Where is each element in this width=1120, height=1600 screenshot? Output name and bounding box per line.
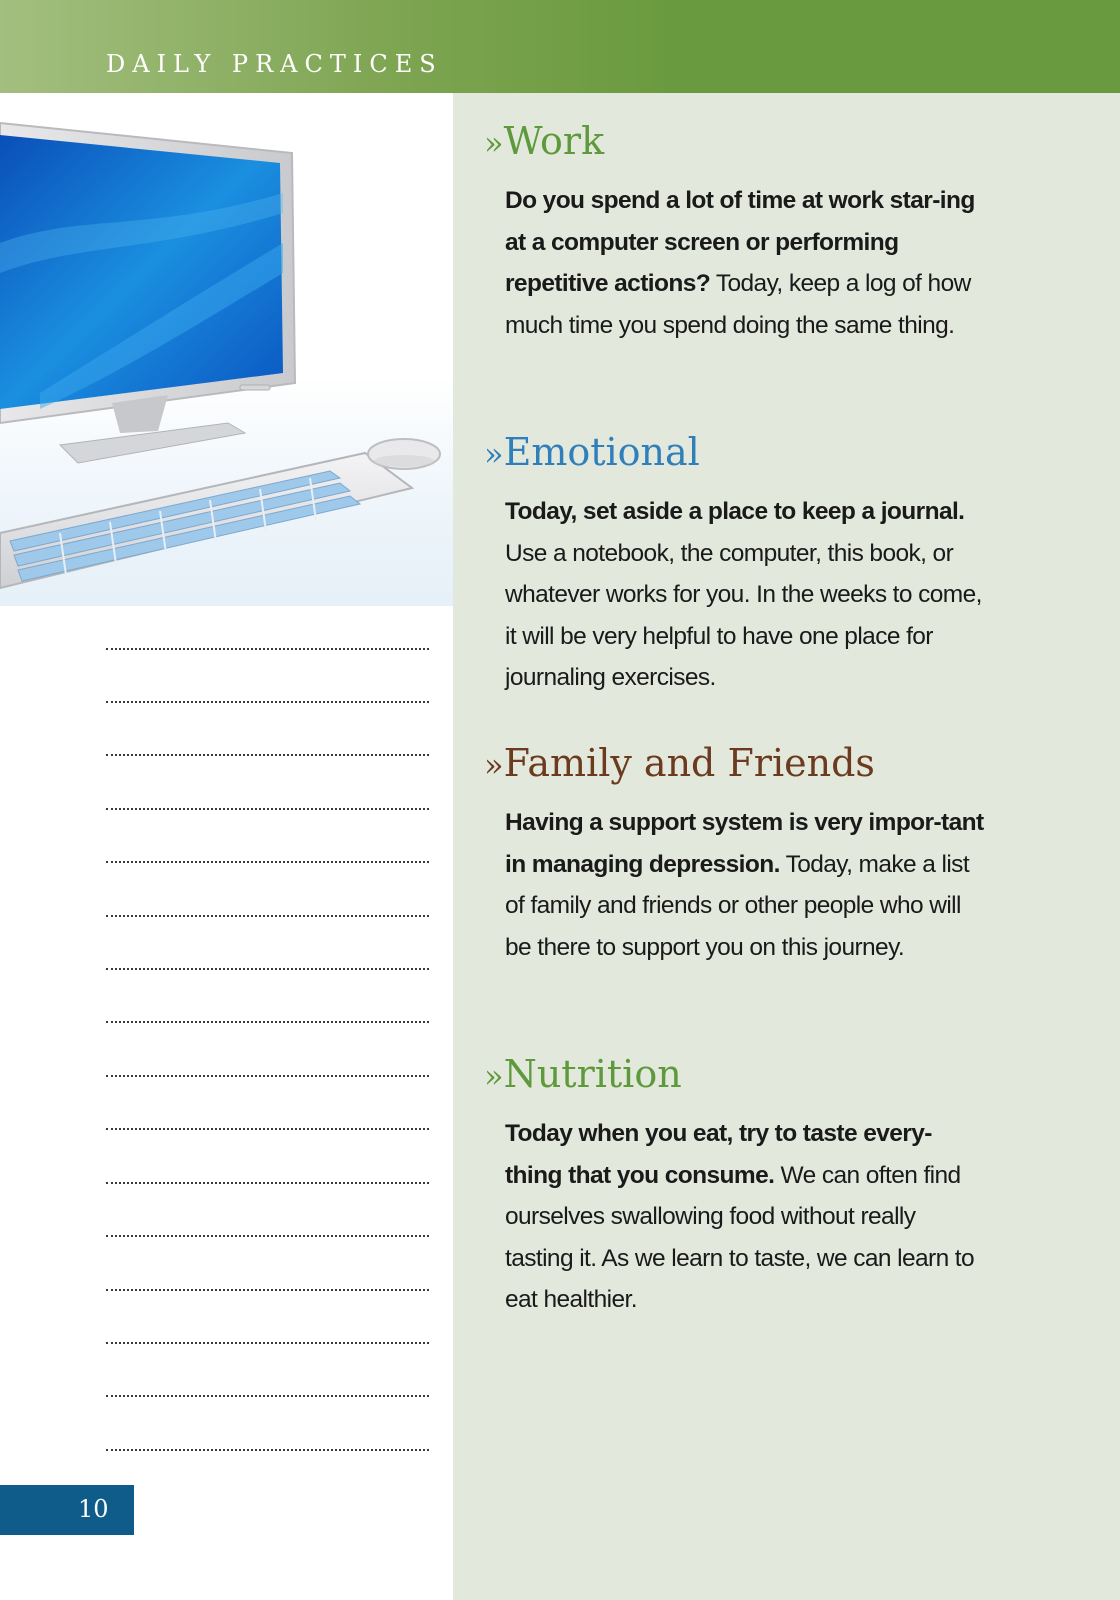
journal-line xyxy=(106,915,429,917)
journal-line xyxy=(106,1289,429,1291)
section-body: Today when you eat, try to taste every-thing that you consume. We can often find ourselves swallowing food without really tasting it. As we learn to taste, we can learn to eat healthier. xyxy=(505,1120,975,1313)
journal-line xyxy=(106,1182,429,1184)
chevron-marker-icon: » xyxy=(484,1057,504,1095)
section-work xyxy=(484,118,1004,346)
journal-line xyxy=(106,1021,429,1023)
journal-line xyxy=(106,1128,429,1130)
section-heading: »Emotional xyxy=(484,430,700,474)
section-emotional xyxy=(484,429,1004,699)
journal-line xyxy=(106,808,429,810)
journal-line xyxy=(106,1449,429,1451)
journal-line xyxy=(106,701,429,703)
computer-photo xyxy=(0,93,453,606)
chevron-marker-icon: » xyxy=(484,435,504,473)
section-heading: »Family and Friends xyxy=(484,741,875,785)
journal-line xyxy=(106,1075,429,1077)
journal-line xyxy=(106,1235,429,1237)
journal-line xyxy=(106,1395,429,1397)
section-family-friends xyxy=(484,740,1004,968)
page-number-box xyxy=(0,1485,134,1535)
journal-line xyxy=(106,861,429,863)
journal-line xyxy=(106,1342,429,1344)
journal-line xyxy=(106,968,429,970)
journal-line xyxy=(106,754,429,756)
chevron-marker-icon: » xyxy=(484,124,504,162)
section-title: DAILY PRACTICES xyxy=(106,50,443,78)
page-number: 10 xyxy=(78,1495,109,1523)
header-band xyxy=(0,0,1120,93)
section-nutrition xyxy=(484,1051,1004,1321)
chevron-marker-icon: » xyxy=(484,746,504,784)
section-body: Today, set aside a place to keep a journal. Use a notebook, the computer, this book, or whatever works for you. In the weeks to come, it will be very helpful to have one place for journaling exercises. xyxy=(505,498,982,691)
desktop-computer-icon xyxy=(0,93,453,606)
section-body: Do you spend a lot of time at work star-ing at a computer screen or performing repetitive actions? Today, keep a log of how much time you spend doing the same thing. xyxy=(505,187,975,339)
journal-line xyxy=(106,648,429,650)
section-heading: »Nutrition xyxy=(484,1052,682,1096)
section-heading: »Work xyxy=(484,119,605,163)
section-body: Having a support system is very impor-tant in managing depression. Today, make a list of family and friends or other people who will be there to support you on this journey. xyxy=(505,809,984,961)
